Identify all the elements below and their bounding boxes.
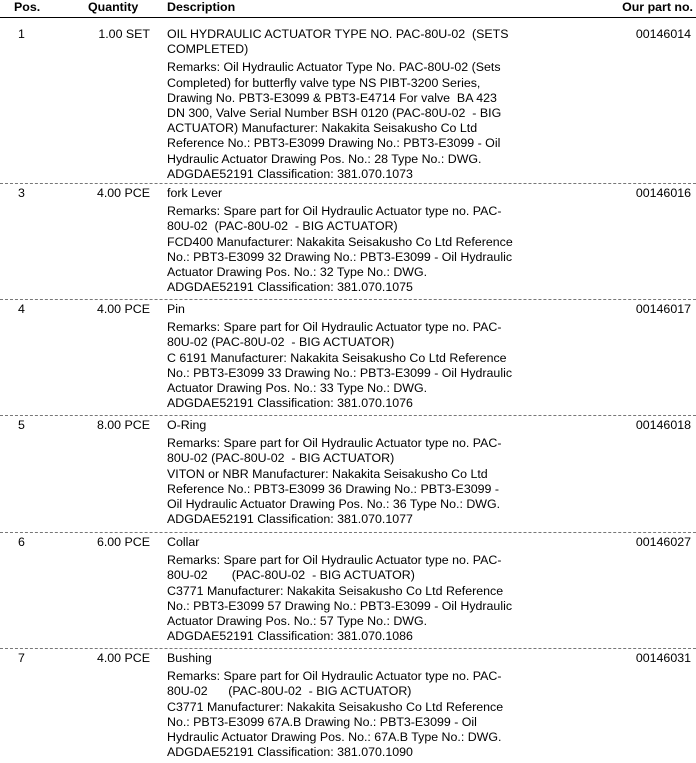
item-remarks-line: C 6191 Manufacturer: Nakakita Seisakusho Co Ltd Reference (167, 350, 507, 365)
item-title (167, 651, 537, 666)
item-remarks-line: Remarks: Spare part for Oil Hydraulic Actuator type no. PAC- (167, 320, 502, 335)
row-quantity: 6.00 PCE (96, 535, 150, 549)
row-part-no: 00146017 (635, 302, 691, 316)
item-remarks-line: 80U-02 (PAC-80U-02 - BIG ACTUATOR) (167, 684, 412, 699)
row-pos: 6 (18, 535, 25, 549)
row-part-no: 00146018 (635, 418, 691, 432)
item-remarks (167, 320, 537, 411)
row-quantity: 4.00 PCE (96, 186, 150, 200)
item-remarks (167, 669, 537, 760)
item-remarks-line: DN 300, Valve Serial Number BSH 0120 (PAC-80U-02 - BIG (167, 106, 502, 121)
item-remarks-line: ADGDAE52191 Classification: 381.070.1090 (167, 745, 413, 760)
item-remarks-line: 80U-02 (PAC-80U-02 - BIG ACTUATOR) (167, 335, 395, 350)
row-separator (0, 183, 696, 184)
item-remarks-line: ADGDAE52191 Classification: 381.070.1076 (167, 396, 413, 411)
item-title (167, 302, 537, 317)
row-quantity: 8.00 PCE (96, 418, 150, 432)
item-remarks-line: Actuator Drawing Pos. No.: 32 Type No.: DWG. (167, 265, 428, 280)
item-remarks-line: 80U-02 (PAC-80U-02 - BIG ACTUATOR) (167, 219, 398, 234)
row-pos: 4 (18, 302, 25, 316)
table-header (0, 0, 696, 17)
header-divider (0, 17, 696, 18)
row-quantity: 1.00 SET (98, 27, 150, 41)
item-remarks-line: Hydraulic Actuator Drawing Pos. No.: 28 Type No.: DWG. (167, 151, 482, 166)
item-remarks (167, 60, 537, 182)
item-remarks-line: Hydraulic Actuator Drawing Pos. No.: 67A.B Type No.: DWG. (167, 730, 502, 745)
item-remarks-line: Reference No.: PBT3-E3099 36 Drawing No.: PBT3-E3099 - (167, 481, 499, 496)
header-description: Description (167, 0, 236, 14)
item-remarks-line: Actuator Drawing Pos. No.: 57 Type No.: DWG. (167, 614, 428, 629)
row-pos: 1 (18, 27, 25, 41)
item-remarks-line: C3771 Manufacturer: Nakakita Seisakusho Co Ltd Reference (167, 583, 504, 598)
item-title (167, 418, 537, 433)
row-part-no: 00146031 (635, 651, 691, 665)
item-remarks-line: No.: PBT3-E3099 32 Drawing No.: PBT3-E3099 - Oil Hydraulic (167, 249, 513, 264)
item-remarks-line: No.: PBT3-E3099 57 Drawing No.: PBT3-E3099 - Oil Hydraulic (167, 598, 513, 613)
item-title-line: OIL HYDRAULIC ACTUATOR TYPE NO. PAC-80U-02 (SETS (167, 27, 509, 41)
row-quantity: 4.00 PCE (96, 651, 150, 665)
item-remarks-line: C3771 Manufacturer: Nakakita Seisakusho Co Ltd Reference (167, 699, 504, 714)
item-title-line: Pin (167, 302, 185, 316)
row-description (167, 186, 537, 295)
row-separator (0, 532, 696, 533)
item-remarks-line: ADGDAE52191 Classification: 381.070.1077 (167, 512, 413, 527)
item-title (167, 186, 537, 201)
item-title-line: O-Ring (167, 418, 207, 432)
item-title (167, 27, 537, 57)
row-separator (0, 648, 696, 649)
item-remarks-line: Drawing No. PBT3-E3099 & PBT3-E4714 For valve BA 423 (167, 90, 497, 105)
item-remarks-line: Completed) for butterfly valve type NS PIBT-3200 Series, (167, 75, 481, 90)
row-description (167, 418, 537, 527)
row-separator (0, 299, 696, 300)
row-pos: 3 (18, 186, 25, 200)
item-title-line: Bushing (167, 651, 212, 665)
item-remarks-line: ACTUATOR) Manufacturer: Nakakita Seisakusho Co Ltd (167, 121, 478, 136)
item-title-line: fork Lever (167, 186, 223, 200)
item-remarks (167, 553, 537, 644)
row-part-no: 00146014 (635, 27, 691, 41)
row-part-no: 00146016 (635, 186, 691, 200)
row-description (167, 27, 537, 182)
row-part-no: 00146027 (635, 535, 691, 549)
item-remarks-line: Actuator Drawing Pos. No.: 33 Type No.: DWG. (167, 381, 428, 396)
item-remarks-line: 80U-02 (PAC-80U-02 - BIG ACTUATOR) (167, 568, 415, 583)
item-remarks-line: Remarks: Spare part for Oil Hydraulic Actuator type no. PAC- (167, 204, 502, 219)
header-part-no: Our part no. (622, 0, 693, 14)
row-description (167, 535, 537, 644)
item-remarks-line: Remarks: Spare part for Oil Hydraulic Actuator type no. PAC- (167, 436, 502, 451)
header-pos: Pos. (14, 0, 41, 14)
row-pos: 5 (18, 418, 25, 432)
item-title-line: COMPLETED) (167, 42, 249, 57)
item-title (167, 535, 537, 550)
item-title-line: Collar (167, 535, 200, 549)
row-description (167, 302, 537, 411)
item-remarks-line: VITON or NBR Manufacturer: Nakakita Seisakusho Co Ltd (167, 466, 488, 481)
item-remarks-line: ADGDAE52191 Classification: 381.070.1086 (167, 629, 413, 644)
row-description (167, 651, 537, 760)
item-remarks (167, 436, 537, 527)
item-remarks-line: No.: PBT3-E3099 33 Drawing No.: PBT3-E3099 - Oil Hydraulic (167, 365, 513, 380)
item-remarks-line: ADGDAE52191 Classification: 381.070.1073 (167, 166, 413, 181)
item-remarks-line: Reference No.: PBT3-E3099 Drawing No.: PBT3-E3099 - Oil (167, 136, 501, 151)
header-quantity: Quantity (88, 0, 139, 14)
item-remarks-line: Remarks: Spare part for Oil Hydraulic Actuator type no. PAC- (167, 553, 502, 568)
item-remarks-line: 80U-02 (PAC-80U-02 - BIG ACTUATOR) (167, 451, 395, 466)
item-remarks-line: Remarks: Oil Hydraulic Actuator Type No. PAC-80U-02 (Sets (167, 60, 501, 75)
row-quantity: 4.00 PCE (96, 302, 150, 316)
item-remarks-line: FCD400 Manufacturer: Nakakita Seisakusho Co Ltd Reference (167, 234, 513, 249)
item-remarks-line: Remarks: Spare part for Oil Hydraulic Actuator type no. PAC- (167, 669, 502, 684)
item-remarks-line: ADGDAE52191 Classification: 381.070.1075 (167, 280, 413, 295)
row-separator (0, 415, 696, 416)
item-remarks-line: Oil Hydraulic Actuator Drawing Pos. No.: 36 Type No.: DWG. (167, 497, 501, 512)
row-pos: 7 (18, 651, 25, 665)
item-remarks-line: No.: PBT3-E3099 67A.B Drawing No.: PBT3-E3099 - Oil (167, 714, 477, 729)
item-remarks (167, 204, 537, 295)
